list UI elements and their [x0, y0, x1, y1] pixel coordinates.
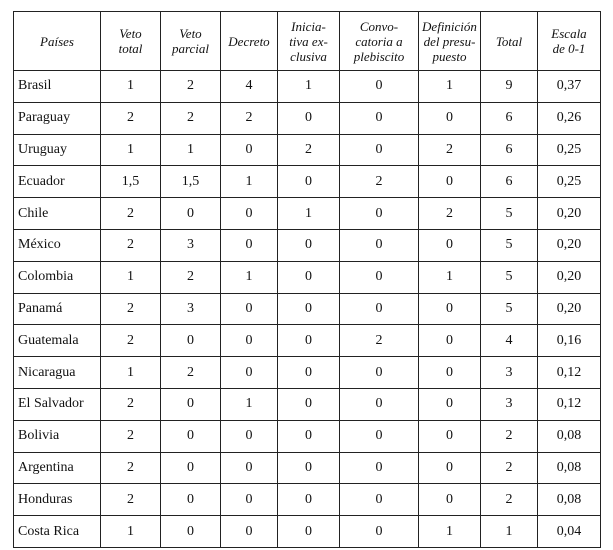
header-cell-convocatoria-plebiscito: Convo- catoria a plebiscito [340, 12, 419, 71]
cell-veto-total: 2 [101, 452, 161, 484]
cell-escala: 0,08 [538, 452, 601, 484]
cell-veto-total: 1 [101, 71, 161, 103]
header-cell-definicion-presupuesto: Definición del presu- puesto [419, 12, 481, 71]
cell-definicion: 0 [419, 102, 481, 134]
cell-veto-total: 2 [101, 198, 161, 230]
cell-veto-total: 1 [101, 357, 161, 389]
cell-veto-parcial: 0 [161, 388, 221, 420]
cell-country: Argentina [14, 452, 101, 484]
cell-definicion: 0 [419, 357, 481, 389]
cell-veto-total: 1,5 [101, 166, 161, 198]
cell-decreto: 1 [221, 261, 278, 293]
cell-escala: 0,20 [538, 293, 601, 325]
cell-total: 4 [481, 325, 538, 357]
cell-escala: 0,25 [538, 166, 601, 198]
cell-country: Panamá [14, 293, 101, 325]
table-row [14, 484, 601, 516]
cell-iniciativa: 0 [278, 357, 340, 389]
table-row [14, 229, 601, 261]
cell-escala: 0,08 [538, 420, 601, 452]
cell-iniciativa: 0 [278, 166, 340, 198]
header-cell-veto-parcial: Veto parcial [161, 12, 221, 71]
cell-decreto: 4 [221, 71, 278, 103]
cell-decreto: 0 [221, 293, 278, 325]
cell-iniciativa: 0 [278, 293, 340, 325]
cell-convocatoria: 0 [340, 229, 419, 261]
cell-escala: 0,12 [538, 357, 601, 389]
cell-country: México [14, 229, 101, 261]
cell-country: Costa Rica [14, 516, 101, 548]
cell-veto-total: 1 [101, 134, 161, 166]
cell-iniciativa: 2 [278, 134, 340, 166]
cell-convocatoria: 0 [340, 357, 419, 389]
cell-convocatoria: 0 [340, 420, 419, 452]
cell-convocatoria: 0 [340, 293, 419, 325]
table-row [14, 516, 601, 548]
cell-convocatoria: 0 [340, 134, 419, 166]
cell-veto-total: 2 [101, 293, 161, 325]
cell-convocatoria: 0 [340, 261, 419, 293]
cell-escala: 0,04 [538, 516, 601, 548]
cell-decreto: 0 [221, 229, 278, 261]
cell-escala: 0,26 [538, 102, 601, 134]
cell-total: 3 [481, 357, 538, 389]
cell-total: 5 [481, 293, 538, 325]
cell-decreto: 1 [221, 388, 278, 420]
cell-definicion: 0 [419, 388, 481, 420]
cell-decreto: 0 [221, 420, 278, 452]
cell-iniciativa: 0 [278, 229, 340, 261]
cell-escala: 0,20 [538, 261, 601, 293]
cell-definicion: 2 [419, 198, 481, 230]
cell-definicion: 1 [419, 71, 481, 103]
cell-veto-total: 2 [101, 484, 161, 516]
cell-iniciativa: 1 [278, 71, 340, 103]
cell-country: Brasil [14, 71, 101, 103]
cell-total: 5 [481, 198, 538, 230]
table-row [14, 166, 601, 198]
cell-veto-parcial: 2 [161, 71, 221, 103]
cell-country: Uruguay [14, 134, 101, 166]
cell-veto-parcial: 3 [161, 293, 221, 325]
cell-escala: 0,16 [538, 325, 601, 357]
cell-veto-parcial: 0 [161, 420, 221, 452]
cell-decreto: 2 [221, 102, 278, 134]
cell-veto-parcial: 2 [161, 261, 221, 293]
cell-country: El Salvador [14, 388, 101, 420]
cell-veto-total: 1 [101, 261, 161, 293]
table-row [14, 452, 601, 484]
cell-total: 6 [481, 166, 538, 198]
cell-total: 1 [481, 516, 538, 548]
cell-decreto: 0 [221, 198, 278, 230]
header-cell-veto-total: Veto total [101, 12, 161, 71]
table-row [14, 357, 601, 389]
table-row [14, 325, 601, 357]
table-row [14, 71, 601, 103]
cell-definicion: 0 [419, 484, 481, 516]
cell-country: Nicaragua [14, 357, 101, 389]
cell-veto-parcial: 1,5 [161, 166, 221, 198]
cell-total: 9 [481, 71, 538, 103]
cell-total: 5 [481, 229, 538, 261]
cell-definicion: 1 [419, 261, 481, 293]
cell-iniciativa: 0 [278, 420, 340, 452]
header-row [14, 12, 601, 71]
cell-decreto: 0 [221, 134, 278, 166]
cell-convocatoria: 0 [340, 102, 419, 134]
cell-definicion: 0 [419, 452, 481, 484]
cell-country: Bolivia [14, 420, 101, 452]
cell-country: Chile [14, 198, 101, 230]
cell-total: 3 [481, 388, 538, 420]
cell-decreto: 0 [221, 357, 278, 389]
cell-decreto: 0 [221, 484, 278, 516]
cell-definicion: 2 [419, 134, 481, 166]
cell-total: 2 [481, 420, 538, 452]
cell-country: Paraguay [14, 102, 101, 134]
table-container [13, 11, 601, 548]
cell-country: Guatemala [14, 325, 101, 357]
table-row [14, 420, 601, 452]
cell-veto-total: 2 [101, 102, 161, 134]
table-body [14, 71, 601, 548]
cell-veto-total: 2 [101, 388, 161, 420]
cell-veto-parcial: 0 [161, 325, 221, 357]
cell-escala: 0,37 [538, 71, 601, 103]
cell-definicion: 0 [419, 420, 481, 452]
presidential-powers-table [13, 11, 601, 548]
cell-definicion: 1 [419, 516, 481, 548]
cell-total: 6 [481, 134, 538, 166]
cell-iniciativa: 0 [278, 261, 340, 293]
header-cell-escala: Escala de 0-1 [538, 12, 601, 71]
table-row [14, 293, 601, 325]
header-cell-iniciativa-exclusiva: Inicia- tiva ex- clusiva [278, 12, 340, 71]
cell-iniciativa: 0 [278, 452, 340, 484]
header-cell-decreto: Decreto [221, 12, 278, 71]
cell-total: 6 [481, 102, 538, 134]
cell-convocatoria: 0 [340, 388, 419, 420]
cell-veto-parcial: 0 [161, 452, 221, 484]
cell-iniciativa: 0 [278, 325, 340, 357]
cell-convocatoria: 2 [340, 325, 419, 357]
cell-veto-parcial: 2 [161, 102, 221, 134]
cell-escala: 0,20 [538, 198, 601, 230]
table-row [14, 102, 601, 134]
cell-convocatoria: 0 [340, 71, 419, 103]
cell-country: Honduras [14, 484, 101, 516]
cell-total: 2 [481, 452, 538, 484]
cell-iniciativa: 0 [278, 102, 340, 134]
cell-veto-total: 2 [101, 420, 161, 452]
cell-definicion: 0 [419, 166, 481, 198]
cell-veto-total: 2 [101, 325, 161, 357]
table-row [14, 388, 601, 420]
cell-total: 2 [481, 484, 538, 516]
cell-decreto: 0 [221, 516, 278, 548]
table-row [14, 134, 601, 166]
cell-iniciativa: 1 [278, 198, 340, 230]
cell-total: 5 [481, 261, 538, 293]
cell-escala: 0,12 [538, 388, 601, 420]
cell-convocatoria: 0 [340, 516, 419, 548]
cell-escala: 0,20 [538, 229, 601, 261]
cell-convocatoria: 0 [340, 484, 419, 516]
header-cell-paises: Países [14, 12, 101, 71]
cell-veto-parcial: 1 [161, 134, 221, 166]
cell-iniciativa: 0 [278, 388, 340, 420]
cell-iniciativa: 0 [278, 516, 340, 548]
cell-veto-parcial: 2 [161, 357, 221, 389]
table-row [14, 261, 601, 293]
cell-decreto: 1 [221, 166, 278, 198]
cell-veto-parcial: 3 [161, 229, 221, 261]
cell-convocatoria: 2 [340, 166, 419, 198]
cell-iniciativa: 0 [278, 484, 340, 516]
cell-country: Colombia [14, 261, 101, 293]
cell-escala: 0,08 [538, 484, 601, 516]
cell-definicion: 0 [419, 293, 481, 325]
header-cell-total: Total [481, 12, 538, 71]
cell-decreto: 0 [221, 325, 278, 357]
cell-veto-parcial: 0 [161, 484, 221, 516]
cell-veto-total: 2 [101, 229, 161, 261]
cell-definicion: 0 [419, 325, 481, 357]
table-row [14, 198, 601, 230]
cell-decreto: 0 [221, 452, 278, 484]
cell-veto-total: 1 [101, 516, 161, 548]
cell-convocatoria: 0 [340, 452, 419, 484]
cell-country: Ecuador [14, 166, 101, 198]
cell-veto-parcial: 0 [161, 198, 221, 230]
cell-veto-parcial: 0 [161, 516, 221, 548]
cell-escala: 0,25 [538, 134, 601, 166]
cell-convocatoria: 0 [340, 198, 419, 230]
cell-definicion: 0 [419, 229, 481, 261]
